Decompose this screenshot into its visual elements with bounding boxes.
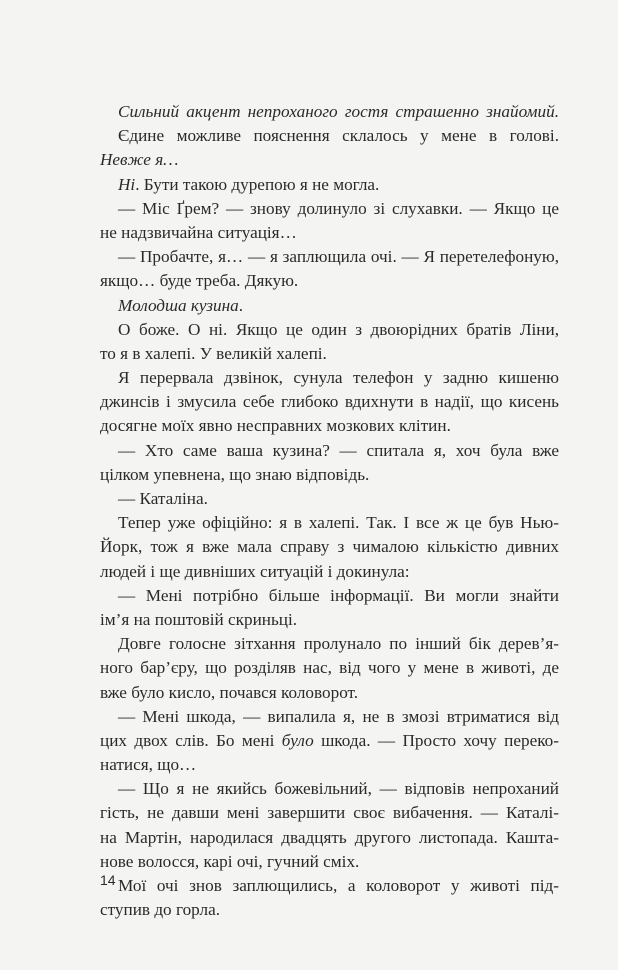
text-line [100, 560, 559, 584]
text-line [100, 173, 559, 197]
text-line [100, 294, 559, 318]
text-run: Тепер уже офіційно: я в халепі. Так. І все ж це був Нью- [118, 513, 559, 533]
text-run: гість, не давши мені завершити своє вибачення. — Каталі- [100, 803, 559, 823]
text-line [100, 366, 559, 390]
italic-text: Сильний акцент непроханого гостя страшенно знайомий. [118, 102, 559, 121]
italic-text: Невже я… [100, 150, 179, 170]
text-run: Мої очі знов заплющились, а коловорот у животі під- [118, 876, 559, 895]
text-run: шкода. — Просто хочу переко- [313, 730, 559, 750]
italic-text: Ні [118, 174, 136, 194]
text-line [100, 511, 559, 535]
text-line [100, 705, 559, 729]
text-line [100, 535, 559, 559]
text-run: — Мені потрібно більше інформації. Ви могли знайти [118, 585, 559, 605]
text-run: — Що я не якийсь божевільний, — відповів непроханий [118, 779, 559, 799]
text-line [100, 681, 559, 705]
text-run: ного бар’єру, що розділяв нас, від чого у мене в животі, де [100, 658, 559, 678]
text-line [100, 801, 559, 825]
text-line [100, 729, 559, 753]
text-line [100, 269, 559, 293]
text-run: нове волосся, карі очі, гучний сміх. [100, 851, 360, 871]
text-run: — Каталіна. [118, 489, 208, 508]
text-line [100, 608, 559, 632]
text-line [100, 390, 559, 414]
text-line [100, 221, 559, 245]
text-run: на Мартін, народилася двадцять другого листопада. Кашта- [100, 827, 559, 847]
text-run: натися, що… [100, 755, 197, 775]
text-run: людей і ще дивніших ситуацій і докинула: [100, 561, 410, 581]
text-line [100, 874, 559, 898]
text-line [100, 632, 559, 656]
text-run: вже було кисло, почався коловорот. [100, 682, 359, 702]
text-run: цілком упевнена, що знаю відповідь. [100, 464, 370, 484]
text-run: Єдине можливе пояснення склалось у мене в голові. [118, 126, 559, 146]
text-run: ім’я на поштовій скриньці. [100, 609, 298, 629]
text-run: Йорк, тож я вже мала справу з чималою кількістю дивних [100, 537, 559, 557]
text-line [100, 487, 559, 511]
text-run: Довге голосне зітхання пролунало по інший бік дерев’я- [118, 634, 559, 654]
text-run: . [238, 295, 244, 315]
text-run: — Міс Ґрем? — знову долинуло зі слухавки. — Якщо це [118, 198, 559, 218]
text-run: — Мені шкода, — випалила я, не в змозі втриматися від [118, 706, 559, 726]
text-line [100, 850, 559, 874]
text-line [100, 753, 559, 777]
text-line [100, 414, 559, 438]
text-run: ступив до горла. [100, 900, 221, 920]
text-run: О боже. О ні. Якщо це один з двоюрідних братів Ліни, [118, 319, 559, 339]
text-line [100, 342, 559, 366]
text-run: — Пробачте, я… — я заплющила очі. — Я перетелефоную, [118, 247, 559, 267]
text-line [100, 318, 559, 342]
text-line [100, 656, 559, 680]
text-run: не надзвичайна ситуація… [100, 222, 297, 242]
text-run: досягне моїх явно несправних мозкових клітин. [100, 416, 451, 436]
text-run: то я в халепі. У великій халепі. [100, 343, 327, 363]
text-run: . Бути такою дурепою я не могла. [135, 174, 380, 194]
text-line [100, 777, 559, 801]
text-run: — Хто саме ваша кузина? — спитала я, хоч була вже [118, 440, 559, 460]
text-run: якщо… буде треба. Дякую. [100, 271, 299, 291]
text-line [100, 245, 559, 269]
page-number: 14 [100, 872, 116, 888]
text-line [100, 197, 559, 221]
page-text [100, 100, 559, 922]
text-run: Я перервала дзвінок, сунула телефон у задню кишеню [118, 368, 559, 388]
italic-text: Молодша кузина [118, 295, 239, 315]
text-line [100, 124, 559, 148]
text-line [100, 584, 559, 608]
text-line [100, 148, 559, 172]
text-line [100, 463, 559, 487]
text-line [100, 826, 559, 850]
text-run: цих двох слів. Бо мені [100, 730, 282, 750]
text-line [100, 100, 559, 124]
italic-text: було [281, 730, 314, 750]
text-line [100, 898, 559, 922]
text-run: джинсів і змусила себе глибоко вдихнути в надії, що кисень [100, 392, 559, 412]
text-line [100, 439, 559, 463]
